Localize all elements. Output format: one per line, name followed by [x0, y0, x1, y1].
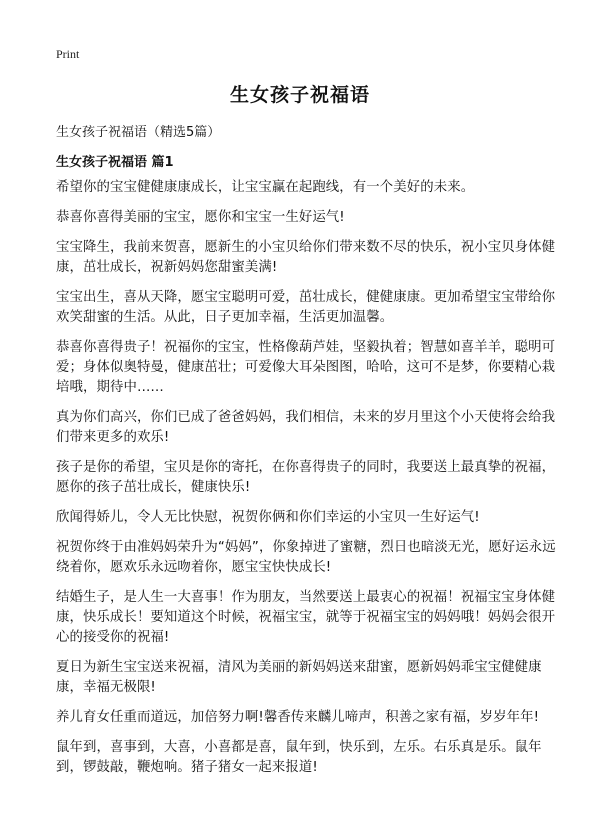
section-heading: 生女孩子祝福语 篇1 [56, 155, 174, 170]
paragraph: 结婚生子，是人生一大喜事！作为朋友，当然要送上最衷心的祝福！祝福宝宝身体健康，快乐成长！要知道这个时候，祝福宝宝，就等于祝福宝宝的妈妈哦！妈妈会很开心的接受你的祝福! [56, 590, 556, 645]
paragraph: 宝宝出生，喜从天降，愿宝宝聪明可爱，茁壮成长，健健康康。更加希望宝宝带给你欢笑甜蜜的生活。从此，日子更加幸福，生活更加温馨。 [56, 290, 556, 325]
paragraph: 养儿育女任重而道远，加倍努力啊!馨香传来麟儿啼声，积善之家有福，岁岁年年! [56, 710, 540, 725]
paragraph: 鼠年到，喜事到，大喜，小喜都是喜，鼠年到，快乐到，左乐。右乐真是乐。鼠年到，锣鼓敲，鞭炮响。猪子猪女一起来报道! [56, 740, 542, 775]
paragraph: 恭喜你喜得美丽的宝宝，愿你和宝宝一生好运气! [56, 210, 345, 225]
paragraph: 真为你们高兴，你们已成了爸爸妈妈，我们相信，未来的岁月里这个小天使将会给我们带来更多的欢乐! [56, 410, 556, 445]
print-link[interactable]: Print [56, 47, 80, 61]
paragraph: 夏日为新生宝宝送来祝福，清风为美丽的新妈妈送来甜蜜，愿新妈妈乖宝宝健健康康，幸福无极限! [56, 660, 542, 695]
paragraph: 宝宝降生，我前来贺喜，愿新生的小宝贝给你们带来数不尽的快乐，祝小宝贝身体健康，茁壮成长，祝新妈妈您甜蜜美满! [56, 240, 556, 275]
page-title: 生女孩子祝福语 [229, 84, 370, 106]
paragraph: 祝贺你终于由准妈妈荣升为“妈妈”，你象掉进了蜜糖，烈日也暗淡无光，愿好运永远绕着你，愿欢乐永远吻着你，愿宝宝快快成长! [56, 540, 556, 575]
article-body [56, 178, 556, 788]
paragraph: 恭喜你喜得贵子！祝福你的宝宝，性格像葫芦娃，坚毅执着；智慧如喜羊羊，聪明可爱；身体似奥特曼，健康茁壮；可爱像大耳朵图图，哈哈，这可不是梦，你要精心栽培哦，期待中…… [56, 340, 556, 395]
document-subtitle: 生女孩子祝福语（精选5篇） [56, 125, 221, 140]
paragraph: 孩子是你的希望，宝贝是你的寄托，在你喜得贵子的同时，我要送上最真挚的祝福，愿你的孩子茁壮成长，健康快乐! [56, 460, 556, 495]
paragraph: 欣闻得娇儿，令人无比快慰，祝贺你俩和你们幸运的小宝贝一生好运气! [56, 510, 480, 525]
paragraph: 希望你的宝宝健健康康成长，让宝宝赢在起跑线，有一个美好的未来。 [56, 180, 475, 195]
